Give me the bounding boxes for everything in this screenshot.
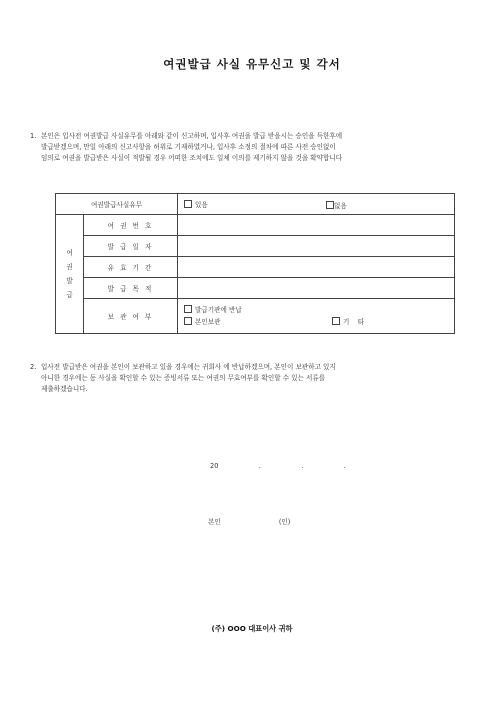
keep-status-row [56,299,455,334]
issue-date-label: 발 급 일 자 [84,236,178,257]
issue-date-field[interactable] [178,236,455,257]
checkbox-icon[interactable] [332,317,340,325]
seal-placeholder[interactable]: (인) [278,518,291,526]
paragraph-line: 발급받겠으며, 만일 아래의 신고사항을 허위로 기재하였거나, 입사후 소정의 절차에 따른 사전 승인없이 [41,143,336,151]
checkbox-icon[interactable] [184,305,192,313]
option-self-kept[interactable]: 본인보관 [184,318,220,326]
option-returned[interactable]: 발급기관에 반납 [184,306,242,314]
keep-status-label: 보 관 여 부 [84,299,178,334]
pledge-paragraph-1 [30,131,475,164]
purpose-row [56,278,455,299]
pledge-paragraph-2 [30,362,475,395]
document-title: 여권발급 사실 유무신고 및 각서 [163,57,341,71]
issue-status-row [56,194,455,215]
keep-status-options [178,299,455,334]
signature-line [208,516,290,526]
issue-status-options [178,194,455,215]
paragraph-line: 임의로 여권을 발급받은 사실이 적발될 경우 어떠한 조치에도 일체 이의를 제기하지 않을 것을 확약합니다 [41,154,343,162]
addressee: (주) OOO 대표이사 귀하 [211,624,293,633]
passport-number-row [56,215,455,236]
passport-number-label: 여 권 번 호 [84,215,178,236]
validity-row [56,257,455,278]
passport-form-table [55,193,455,334]
option-other[interactable]: 기 타 [332,316,364,328]
date-line[interactable]: 20 . . . [210,462,346,470]
passport-issue-group-label: 여 권 발 급 [56,215,84,334]
paragraph-number: 1. [30,132,37,140]
option-yes[interactable]: 있음 [184,201,208,209]
checkbox-icon[interactable] [184,317,192,325]
paragraph-number: 2. [30,363,37,371]
passport-number-field[interactable] [178,215,455,236]
signature-label: 본인 [208,518,221,526]
purpose-field[interactable] [178,278,455,299]
option-no[interactable]: 없음 [326,200,347,210]
paragraph-line: 제출하겠습니다. [41,385,88,393]
issue-status-label: 여권발급사실유무 [56,194,178,215]
validity-field[interactable] [178,257,455,278]
issue-date-row [56,236,455,257]
paragraph-line: 아니한 경우에는 동 사실을 확인할 수 있는 증빙서류 또는 여권의 무효여부를 확인할 수 있는 서류를 [41,374,326,382]
validity-label: 유 효 기 간 [84,257,178,278]
checkbox-icon[interactable] [326,201,334,209]
paragraph-line: 본인은 입사전 여권발급 사실유무를 아래와 같이 신고하며, 입사후 여권을 발급 받을시는 승인을 득한후에 [41,132,343,140]
purpose-label: 발 급 목 적 [84,278,178,299]
paragraph-line: 입사전 발급받은 여권을 본인이 보관하고 있을 경우에는 귀회사 에 반납하겠으며, 본인이 보관하고 있지 [41,363,336,371]
checkbox-icon[interactable] [184,200,192,208]
